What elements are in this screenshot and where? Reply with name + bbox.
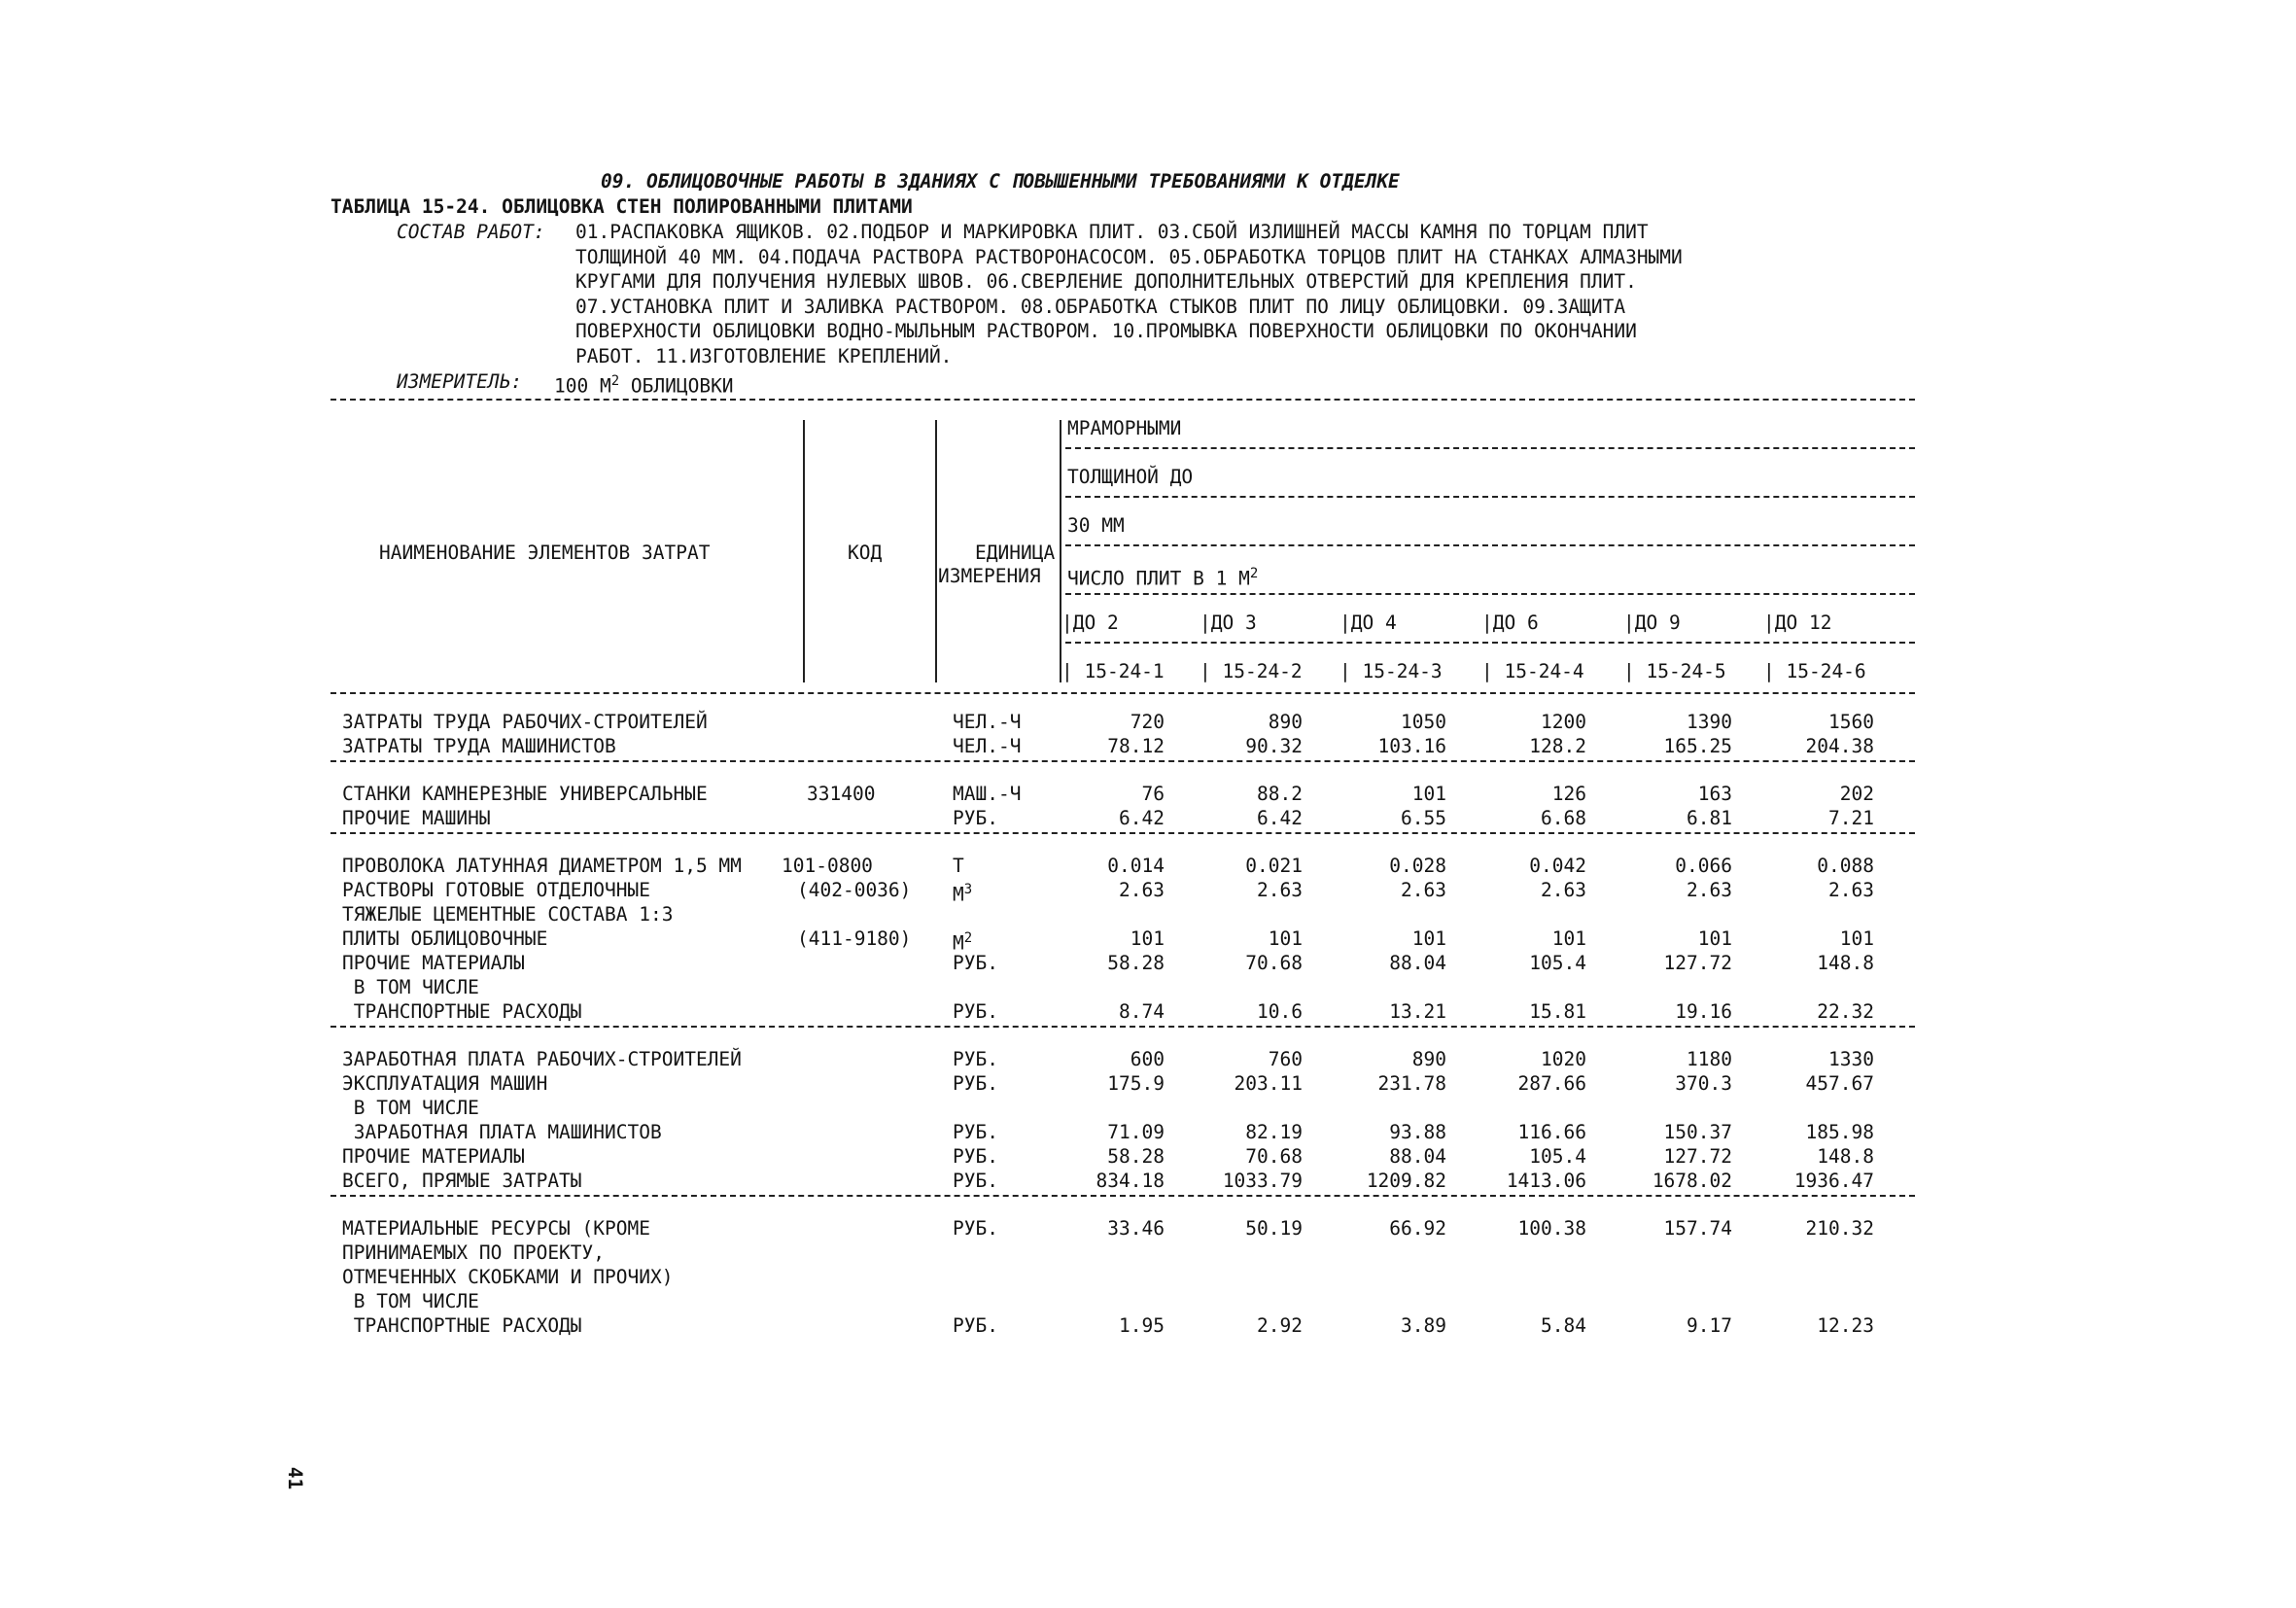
row-value: 101 (1411, 927, 1446, 950)
row-value: 101 (1411, 783, 1446, 805)
row-name: СТАНКИ КАМНЕРЕЗНЫЕ УНИВЕРСАЛЬНЫЕ (342, 783, 708, 805)
row-name: В ТОМ ЧИСЛЕ (342, 976, 479, 998)
row-unit: $М^2$ (953, 930, 973, 955)
row-value: 19.16 (1675, 1000, 1732, 1023)
row-value: 71.09 (1107, 1121, 1165, 1143)
row-name: РАСТВОРЫ ГОТОВЫЕ ОТДЕЛОЧНЫЕ (342, 879, 650, 901)
row-value: 105.4 (1529, 952, 1586, 974)
section-rule (330, 1195, 1915, 1197)
header-rule-1 (1065, 447, 1915, 449)
header-plates-per-m: ЧИСЛО ПЛИТ В 1 $М^2$ (1067, 566, 1259, 590)
row-value: 2.63 (1257, 879, 1303, 901)
row-name: ПРОЧИЕ МАШИНЫ (342, 807, 491, 829)
row-name: ТРАНСПОРТНЫЕ РАСХОДЫ (342, 1314, 582, 1337)
row-unit: РУБ. (953, 1072, 998, 1095)
variant-code: | 15-24-2 (1200, 660, 1303, 682)
work-line: КРУГАМИ ДЛЯ ПОЛУЧЕНИЯ НУЛЕВЫХ ШВОВ. 06.СВЕРЛЕНИЕ ДОПОЛНИТЕЛЬНЫХ ОТВЕРСТИЙ ДЛЯ КРЕПЛЕНИЯ ПЛИТ. (575, 270, 1637, 293)
row-unit: $М^3$ (953, 882, 973, 906)
row-value: 5.84 (1541, 1314, 1586, 1337)
row-unit: РУБ. (953, 1000, 998, 1023)
row-value: 90.32 (1245, 735, 1303, 757)
row-value: 0.021 (1245, 855, 1303, 877)
measure-value: 100 $М^2$ ОБЛИЦОВКИ (554, 373, 734, 398)
row-name: ПРОВОЛОКА ЛАТУННАЯ ДИАМЕТРОМ 1,5 ММ (342, 855, 742, 877)
row-value: 3.89 (1401, 1314, 1446, 1337)
variant-code: | 15-24-3 (1339, 660, 1443, 682)
row-name: ПЛИТЫ ОБЛИЦОВОЧНЫЕ (342, 927, 548, 950)
row-unit: РУБ. (953, 952, 998, 974)
row-value: 2.63 (1401, 879, 1446, 901)
row-value: 100.38 (1517, 1217, 1586, 1240)
row-value: 0.042 (1529, 855, 1586, 877)
row-value: 7.21 (1828, 807, 1874, 829)
row-value: 78.12 (1107, 735, 1165, 757)
row-value: 163 (1697, 783, 1732, 805)
row-value: 1330 (1828, 1048, 1874, 1070)
row-value: 370.3 (1675, 1072, 1732, 1095)
row-value: 88.2 (1257, 783, 1303, 805)
row-value: 93.88 (1389, 1121, 1446, 1143)
col-divider-code (935, 420, 937, 682)
header-rule-3 (1065, 544, 1915, 546)
section-rule (330, 1026, 1915, 1028)
row-name: ПРОЧИЕ МАТЕРИАЛЫ (342, 1145, 525, 1168)
range-label: |ДО 9 (1623, 612, 1681, 634)
row-value: 287.66 (1517, 1072, 1586, 1095)
range-label: |ДО 12 (1763, 612, 1832, 634)
row-value: 2.63 (1119, 879, 1165, 901)
header-marble: МРАМОРНЫМИ (1067, 417, 1182, 439)
page-number: 41 (284, 1466, 307, 1490)
col-header-unit-2: ИЗМЕРЕНИЯ (938, 565, 1041, 587)
section-title: 09. ОБЛИЦОВОЧНЫЕ РАБОТЫ В ЗДАНИЯХ С ПОВЫШЕННЫМИ ТРЕБОВАНИЯМИ К ОТДЕЛКЕ (601, 170, 1400, 192)
col-divider-name (803, 420, 805, 682)
row-value: 6.68 (1541, 807, 1586, 829)
row-value: 10.6 (1257, 1000, 1303, 1023)
row-value: 22.32 (1817, 1000, 1874, 1023)
row-value: 2.92 (1257, 1314, 1303, 1337)
row-unit: РУБ. (953, 1314, 998, 1337)
row-name: В ТОМ ЧИСЛЕ (342, 1290, 479, 1312)
header-thickness: ТОЛЩИНОЙ ДО (1067, 466, 1194, 488)
row-value: 1390 (1687, 711, 1732, 733)
row-value: 760 (1268, 1048, 1303, 1070)
row-value: 9.17 (1687, 1314, 1732, 1337)
work-line: РАБОТ. 11.ИЗГОТОВЛЕНИЕ КРЕПЛЕНИЙ. (575, 344, 953, 367)
header-mm: 30 ММ (1067, 514, 1125, 537)
col-divider-unit (1060, 420, 1061, 682)
row-value: 890 (1411, 1048, 1446, 1070)
work-line: 07.УСТАНОВКА ПЛИТ И ЗАЛИВКА РАСТВОРОМ. 08.ОБРАБОТКА СТЫКОВ ПЛИТ ПО ЛИЦУ ОБЛИЦОВКИ. 09.ЗАЩИТА (575, 295, 1626, 318)
row-code: (402-0036) (797, 879, 912, 901)
row-value: 231.78 (1377, 1072, 1446, 1095)
row-value: 1560 (1828, 711, 1874, 733)
row-value: 127.72 (1663, 1145, 1732, 1168)
section-rule (330, 760, 1915, 762)
row-unit: ЧЕЛ.-Ч (953, 711, 1022, 733)
work-line: 01.РАСПАКОВКА ЯЩИКОВ. 02.ПОДБОР И МАРКИРОВКА ПЛИТ. 03.СБОЙ ИЗЛИШНЕЙ МАССЫ КАМНЯ ПО ТОРЦАМ ПЛИТ (575, 221, 1649, 243)
row-value: 128.2 (1529, 735, 1586, 757)
row-unit: МАШ.-Ч (953, 783, 1022, 805)
row-value: 0.088 (1817, 855, 1874, 877)
header-top-rule (330, 399, 1915, 401)
row-value: 76 (1141, 783, 1165, 805)
row-value: 890 (1268, 711, 1303, 733)
col-header-name: НАИМЕНОВАНИЕ ЭЛЕМЕНТОВ ЗАТРАТ (379, 542, 711, 564)
row-unit: РУБ. (953, 1217, 998, 1240)
row-name: ВСЕГО, ПРЯМЫЕ ЗАТРАТЫ (342, 1170, 582, 1192)
row-name: ЗАРАБОТНАЯ ПЛАТА РАБОЧИХ-СТРОИТЕЛЕЙ (342, 1048, 742, 1070)
row-name: ОТМЕЧЕННЫХ СКОБКАМИ И ПРОЧИХ) (342, 1266, 674, 1288)
row-name: ЗАРАБОТНАЯ ПЛАТА МАШИНИСТОВ (342, 1121, 662, 1143)
row-value: 834.18 (1096, 1170, 1165, 1192)
row-name: ПРИНИМАЕМЫХ ПО ПРОЕКТУ, (342, 1241, 606, 1264)
row-value: 2.63 (1541, 879, 1586, 901)
row-name: ЭКСПЛУАТАЦИЯ МАШИН (342, 1072, 548, 1095)
unit-superscript: 3 (963, 882, 973, 897)
row-name: В ТОМ ЧИСЛЕ (342, 1097, 479, 1119)
row-value: 116.66 (1517, 1121, 1586, 1143)
section-rule (330, 832, 1915, 834)
row-value: 105.4 (1529, 1145, 1586, 1168)
row-value: 8.74 (1119, 1000, 1165, 1023)
row-unit: РУБ. (953, 1048, 998, 1070)
header-rule-5 (1065, 642, 1915, 644)
range-label: |ДО 4 (1339, 612, 1397, 634)
table-title: ТАБЛИЦА 15-24. ОБЛИЦОВКА СТЕН ПОЛИРОВАННЫМИ ПЛИТАМИ (330, 195, 913, 218)
row-value: 157.74 (1663, 1217, 1732, 1240)
row-value: 148.8 (1817, 952, 1874, 974)
row-value: 150.37 (1663, 1121, 1732, 1143)
row-value: 1678.02 (1652, 1170, 1732, 1192)
row-value: 202 (1839, 783, 1874, 805)
row-value: 126 (1551, 783, 1586, 805)
row-value: 101 (1697, 927, 1732, 950)
row-value: 1200 (1541, 711, 1586, 733)
row-value: 127.72 (1663, 952, 1732, 974)
row-value: 70.68 (1245, 1145, 1303, 1168)
row-unit: РУБ. (953, 1121, 998, 1143)
measure-label: ИЗМЕРИТЕЛЬ: (397, 370, 523, 393)
row-value: 50.19 (1245, 1217, 1303, 1240)
row-value: 88.04 (1389, 1145, 1446, 1168)
row-value: 1020 (1541, 1048, 1586, 1070)
row-value: 0.066 (1675, 855, 1732, 877)
row-code: 331400 (807, 783, 876, 805)
row-value: 58.28 (1107, 1145, 1165, 1168)
row-value: 58.28 (1107, 952, 1165, 974)
row-value: 6.42 (1257, 807, 1303, 829)
row-value: 1936.47 (1793, 1170, 1874, 1192)
row-value: 2.63 (1687, 879, 1732, 901)
row-name: ТРАНСПОРТНЫЕ РАСХОДЫ (342, 1000, 582, 1023)
row-value: 185.98 (1805, 1121, 1874, 1143)
row-value: 6.81 (1687, 807, 1732, 829)
variant-code: | 15-24-4 (1481, 660, 1584, 682)
row-unit: РУБ. (953, 1170, 998, 1192)
header-bottom-rule (330, 692, 1915, 694)
row-value: 204.38 (1805, 735, 1874, 757)
variant-code: | 15-24-6 (1763, 660, 1866, 682)
unit-superscript: 2 (963, 930, 973, 946)
row-value: 1209.82 (1366, 1170, 1446, 1192)
col-header-unit-1: ЕДИНИЦА (975, 542, 1056, 564)
variant-code: | 15-24-5 (1623, 660, 1726, 682)
header-rule-4 (1065, 593, 1915, 595)
row-name: ТЯЖЕЛЫЕ ЦЕМЕНТНЫЕ СОСТАВА 1:3 (342, 903, 674, 926)
range-label: |ДО 2 (1061, 612, 1119, 634)
row-value: 82.19 (1245, 1121, 1303, 1143)
row-name: ЗАТРАТЫ ТРУДА МАШИНИСТОВ (342, 735, 616, 757)
row-value: 457.67 (1805, 1072, 1874, 1095)
row-value: 101 (1130, 927, 1165, 950)
row-code: 101-0800 (782, 855, 873, 877)
row-value: 210.32 (1805, 1217, 1874, 1240)
row-value: 1413.06 (1506, 1170, 1586, 1192)
row-value: 2.63 (1828, 879, 1874, 901)
row-value: 66.92 (1389, 1217, 1446, 1240)
row-value: 12.23 (1817, 1314, 1874, 1337)
range-label: |ДО 6 (1481, 612, 1539, 634)
row-name: МАТЕРИАЛЬНЫЕ РЕСУРСЫ (КРОМЕ (342, 1217, 650, 1240)
row-value: 6.42 (1119, 807, 1165, 829)
row-value: 1180 (1687, 1048, 1732, 1070)
range-label: |ДО 3 (1200, 612, 1257, 634)
row-value: 70.68 (1245, 952, 1303, 974)
row-unit: РУБ. (953, 807, 998, 829)
row-value: 101 (1839, 927, 1874, 950)
work-line: ТОЛЩИНОЙ 40 ММ. 04.ПОДАЧА РАСТВОРА РАСТВОРОНАСОСОМ. 05.ОБРАБОТКА ТОРЦОВ ПЛИТ НА СТАНКАХ АЛМАЗНЫМИ (575, 245, 1683, 268)
row-value: 175.9 (1107, 1072, 1165, 1095)
row-value: 13.21 (1389, 1000, 1446, 1023)
work-line: ПОВЕРХНОСТИ ОБЛИЦОВКИ ВОДНО-МЫЛЬНЫМ РАСТВОРОМ. 10.ПРОМЫВКА ПОВЕРХНОСТИ ОБЛИЦОВКИ ПО ОКОНЧАНИИ (575, 320, 1637, 342)
row-value: 1050 (1401, 711, 1446, 733)
row-value: 165.25 (1663, 735, 1732, 757)
row-value: 101 (1268, 927, 1303, 950)
row-unit: Т (953, 855, 964, 877)
row-value: 101 (1551, 927, 1586, 950)
row-value: 103.16 (1377, 735, 1446, 757)
row-value: 1033.79 (1222, 1170, 1303, 1192)
row-value: 6.55 (1401, 807, 1446, 829)
row-value: 0.028 (1389, 855, 1446, 877)
row-value: 15.81 (1529, 1000, 1586, 1023)
row-value: 33.46 (1107, 1217, 1165, 1240)
row-value: 203.11 (1234, 1072, 1303, 1095)
row-value: 600 (1130, 1048, 1165, 1070)
row-name: ПРОЧИЕ МАТЕРИАЛЫ (342, 952, 525, 974)
row-value: 148.8 (1817, 1145, 1874, 1168)
row-code: (411-9180) (797, 927, 912, 950)
header-rule-2 (1065, 496, 1915, 498)
row-value: 720 (1130, 711, 1165, 733)
variant-code: | 15-24-1 (1061, 660, 1165, 682)
work-composition-label: СОСТАВ РАБОТ: (397, 221, 545, 243)
row-value: 0.014 (1107, 855, 1165, 877)
row-name: ЗАТРАТЫ ТРУДА РАБОЧИХ-СТРОИТЕЛЕЙ (342, 711, 708, 733)
col-header-code: КОД (848, 542, 883, 564)
row-value: 88.04 (1389, 952, 1446, 974)
row-unit: РУБ. (953, 1145, 998, 1168)
row-value: 1.95 (1119, 1314, 1165, 1337)
row-unit: ЧЕЛ.-Ч (953, 735, 1022, 757)
